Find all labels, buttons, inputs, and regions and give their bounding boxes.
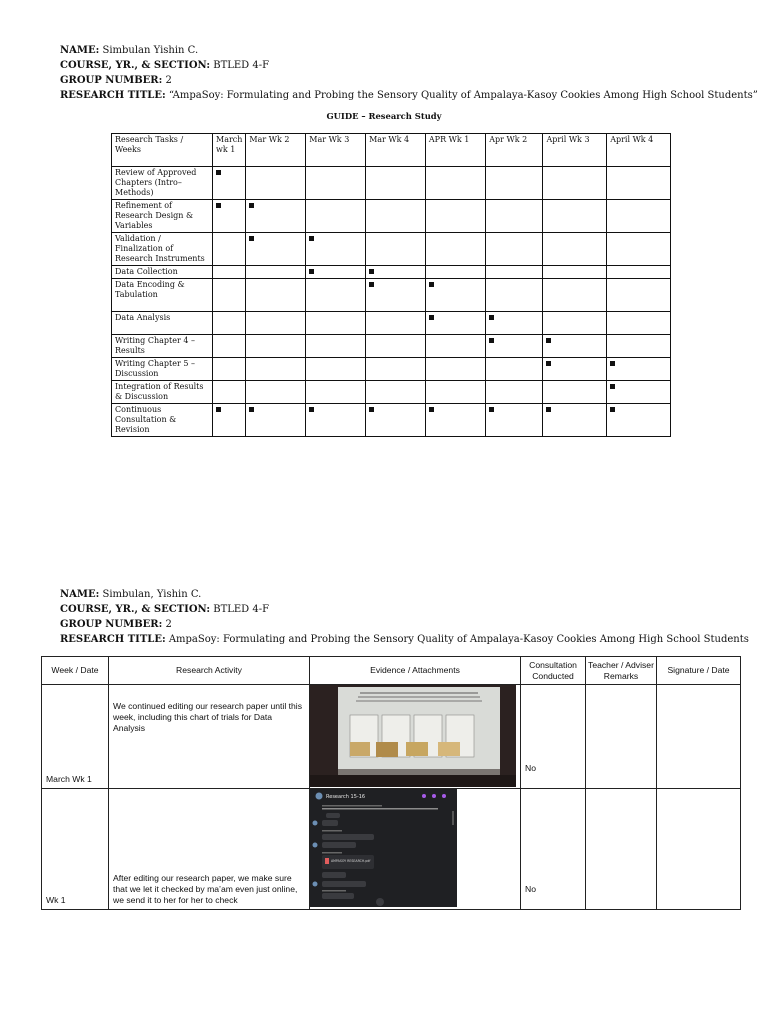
col-evidence: Evidence / Attachments: [310, 657, 521, 685]
schedule-mark-icon: [309, 269, 314, 274]
schedule-task-label: Continuous Consultation & Revision: [112, 404, 213, 437]
schedule-cell: [425, 200, 485, 233]
evidence-chat-screenshot: [310, 789, 457, 907]
schedule-cell: [246, 200, 306, 233]
schedule-cell: [486, 381, 543, 404]
schedule-week-header: March wk 1: [213, 134, 246, 167]
schedule-mark-icon: [429, 407, 434, 412]
col-week: Week / Date: [42, 657, 109, 685]
schedule-cell: [366, 381, 426, 404]
schedule-cell: [306, 266, 366, 279]
schedule-task-row: [112, 312, 671, 335]
name-label: NAME:: [60, 45, 100, 56]
schedule-mark-icon: [249, 236, 254, 241]
schedule-mark-icon: [249, 407, 254, 412]
schedule-cell: [486, 233, 543, 266]
schedule-task-label: Integration of Results & Discussion: [112, 381, 213, 404]
schedule-cell: [246, 279, 306, 312]
schedule-week-header: Mar Wk 4: [366, 134, 426, 167]
schedule-task-row: [112, 167, 671, 200]
schedule-task-label: Data Collection: [112, 266, 213, 279]
schedule-cell: [246, 312, 306, 335]
schedule-cell: [425, 279, 485, 312]
schedule-task-row: [112, 335, 671, 358]
schedule-week-header: Mar Wk 2: [246, 134, 306, 167]
schedule-cell: [366, 167, 426, 200]
name-value: Simbulan Yishin C.: [102, 45, 199, 56]
schedule-mark-icon: [546, 338, 551, 343]
schedule-cell: [486, 167, 543, 200]
schedule-cell: [607, 279, 671, 312]
course-label: COURSE, YR., & SECTION:: [60, 604, 211, 615]
schedule-mark-icon: [216, 407, 221, 412]
schedule-cell: [607, 233, 671, 266]
log-signature: [657, 789, 741, 910]
schedule-mark-icon: [546, 361, 551, 366]
course-value: BTLED 4-F: [213, 604, 270, 615]
schedule-mark-icon: [489, 315, 494, 320]
schedule-cell: [306, 312, 366, 335]
schedule-week-header: Mar Wk 3: [306, 134, 366, 167]
schedule-cell: [246, 404, 306, 437]
log-week: Wk 1: [42, 789, 109, 910]
schedule-task-row: [112, 266, 671, 279]
schedule-task-label: Review of Approved Chapters (Intro–Methods): [112, 167, 213, 200]
schedule-cell: [213, 266, 246, 279]
schedule-cell: [306, 358, 366, 381]
schedule-task-row: [112, 279, 671, 312]
schedule-mark-icon: [610, 361, 615, 366]
log-activity: After editing our research paper, we make sure that we let it checked by ma’am even just online, we send it to her for her to check: [109, 789, 310, 910]
schedule-mark-icon: [309, 407, 314, 412]
schedule-cell: [213, 200, 246, 233]
schedule-cell: [486, 404, 543, 437]
schedule-cell: [213, 381, 246, 404]
schedule-mark-icon: [489, 338, 494, 343]
log-week: March Wk 1: [42, 685, 109, 789]
schedule-task-label: Data Encoding & Tabulation: [112, 279, 213, 312]
schedule-cell: [366, 312, 426, 335]
schedule-cell: [543, 358, 607, 381]
title-value: “AmpaSoy: Formulating and Probing the Sensory Quality of Ampalaya-Kasoy Cookies Among High School Students”: [168, 90, 758, 101]
schedule-cell: [213, 312, 246, 335]
schedule-cell: [425, 404, 485, 437]
schedule-cell: [306, 404, 366, 437]
schedule-cell: [607, 200, 671, 233]
title-value: AmpaSoy: Formulating and Probing the Sensory Quality of Ampalaya-Kasoy Cookies Among High School Students: [168, 634, 749, 645]
research-schedule-table: [111, 133, 671, 437]
schedule-cell: [246, 266, 306, 279]
schedule-cell: [425, 167, 485, 200]
log-activity: We continued editing our research paper until this week, including this chart of trials for Data Analysis: [109, 685, 310, 789]
name-value: Simbulan, Yishin C.: [102, 589, 202, 600]
schedule-cell: [306, 335, 366, 358]
schedule-cell: [486, 266, 543, 279]
schedule-mark-icon: [610, 384, 615, 389]
group-value: 2: [165, 75, 172, 86]
schedule-cell: [213, 167, 246, 200]
schedule-mark-icon: [309, 236, 314, 241]
schedule-cell: [543, 167, 607, 200]
schedule-week-header: April Wk 4: [607, 134, 671, 167]
schedule-cell: [543, 200, 607, 233]
schedule-mark-icon: [216, 203, 221, 208]
evidence-cell: [310, 685, 521, 789]
group-label: GROUP NUMBER:: [60, 75, 163, 86]
schedule-cell: [425, 233, 485, 266]
schedule-task-row: [112, 200, 671, 233]
schedule-cell: [366, 279, 426, 312]
log-signature: [657, 685, 741, 789]
schedule-cell: [543, 335, 607, 358]
chat-title: Research 15-16: [326, 794, 366, 800]
schedule-cell: [607, 358, 671, 381]
schedule-cell: [306, 167, 366, 200]
schedule-task-label: Writing Chapter 5 – Discussion: [112, 358, 213, 381]
log-consultation: No: [521, 685, 586, 789]
schedule-cell: [607, 404, 671, 437]
schedule-cell: [366, 358, 426, 381]
title-label: RESEARCH TITLE:: [60, 90, 166, 101]
schedule-cell: [246, 381, 306, 404]
schedule-cell: [543, 266, 607, 279]
log-row-2: [42, 789, 741, 910]
schedule-mark-icon: [429, 282, 434, 287]
log-consultation: No: [521, 789, 586, 910]
schedule-cell: [425, 312, 485, 335]
schedule-cell: [366, 233, 426, 266]
schedule-mark-icon: [369, 282, 374, 287]
schedule-cell: [306, 200, 366, 233]
schedule-mark-icon: [216, 170, 221, 175]
evidence-cell: [310, 789, 521, 910]
chat-file-name: AMPASOY RESEARCH.pdf: [331, 859, 371, 863]
schedule-cell: [246, 358, 306, 381]
schedule-mark-icon: [249, 203, 254, 208]
schedule-header-tasks: Research Tasks / Weeks: [112, 134, 213, 167]
schedule-header-row: [112, 134, 671, 167]
schedule-week-header: Apr Wk 2: [486, 134, 543, 167]
schedule-cell: [486, 312, 543, 335]
research-log-table: [41, 656, 741, 910]
schedule-mark-icon: [369, 269, 374, 274]
schedule-task-label: Data Analysis: [112, 312, 213, 335]
schedule-cell: [543, 404, 607, 437]
schedule-task-label: Validation / Finalization of Research Instruments: [112, 233, 213, 266]
schedule-mark-icon: [610, 407, 615, 412]
schedule-cell: [486, 200, 543, 233]
schedule-task-label: Writing Chapter 4 – Results: [112, 335, 213, 358]
schedule-cell: [425, 266, 485, 279]
schedule-cell: [213, 358, 246, 381]
schedule-mark-icon: [369, 407, 374, 412]
schedule-cell: [306, 381, 366, 404]
schedule-mark-icon: [429, 315, 434, 320]
schedule-task-row: [112, 233, 671, 266]
schedule-cell: [366, 266, 426, 279]
group-value: 2: [165, 619, 172, 630]
schedule-cell: [213, 404, 246, 437]
schedule-task-label: Refinement of Research Design & Variables: [112, 200, 213, 233]
group-label: GROUP NUMBER:: [60, 619, 163, 630]
schedule-cell: [246, 167, 306, 200]
evidence-photo: [310, 685, 516, 787]
schedule-task-row: [112, 358, 671, 381]
schedule-cell: [543, 233, 607, 266]
schedule-cell: [213, 233, 246, 266]
schedule-cell: [607, 312, 671, 335]
col-signature: Signature / Date: [657, 657, 741, 685]
schedule-cell: [607, 167, 671, 200]
name-label: NAME:: [60, 589, 100, 600]
log-header-row: [42, 657, 741, 685]
schedule-cell: [607, 266, 671, 279]
schedule-cell: [213, 335, 246, 358]
guide-title: GUIDE – Research Study: [326, 111, 442, 121]
student-info-1: [60, 43, 758, 103]
log-remarks: [586, 789, 657, 910]
schedule-cell: [306, 233, 366, 266]
schedule-week-header: APR Wk 1: [425, 134, 485, 167]
schedule-mark-icon: [546, 407, 551, 412]
schedule-cell: [246, 335, 306, 358]
title-label: RESEARCH TITLE:: [60, 634, 166, 645]
schedule-cell: [306, 279, 366, 312]
schedule-cell: [366, 404, 426, 437]
schedule-week-header: April Wk 3: [543, 134, 607, 167]
col-remarks: Teacher / Adviser Remarks: [586, 657, 657, 685]
schedule-cell: [425, 381, 485, 404]
schedule-cell: [366, 200, 426, 233]
log-remarks: [586, 685, 657, 789]
schedule-cell: [486, 279, 543, 312]
schedule-cell: [543, 381, 607, 404]
schedule-cell: [486, 358, 543, 381]
schedule-task-row: [112, 404, 671, 437]
log-row-1: [42, 685, 741, 789]
schedule-cell: [425, 358, 485, 381]
col-activity: Research Activity: [109, 657, 310, 685]
course-value: BTLED 4-F: [213, 60, 270, 71]
schedule-cell: [607, 335, 671, 358]
schedule-task-row: [112, 381, 671, 404]
student-info-2: [60, 587, 749, 647]
schedule-cell: [607, 381, 671, 404]
schedule-mark-icon: [489, 407, 494, 412]
schedule-cell: [425, 335, 485, 358]
schedule-cell: [246, 233, 306, 266]
schedule-cell: [543, 279, 607, 312]
course-label: COURSE, YR., & SECTION:: [60, 60, 211, 71]
schedule-cell: [486, 335, 543, 358]
col-consultation: Consultation Conducted: [521, 657, 586, 685]
schedule-cell: [213, 279, 246, 312]
schedule-cell: [543, 312, 607, 335]
schedule-cell: [366, 335, 426, 358]
